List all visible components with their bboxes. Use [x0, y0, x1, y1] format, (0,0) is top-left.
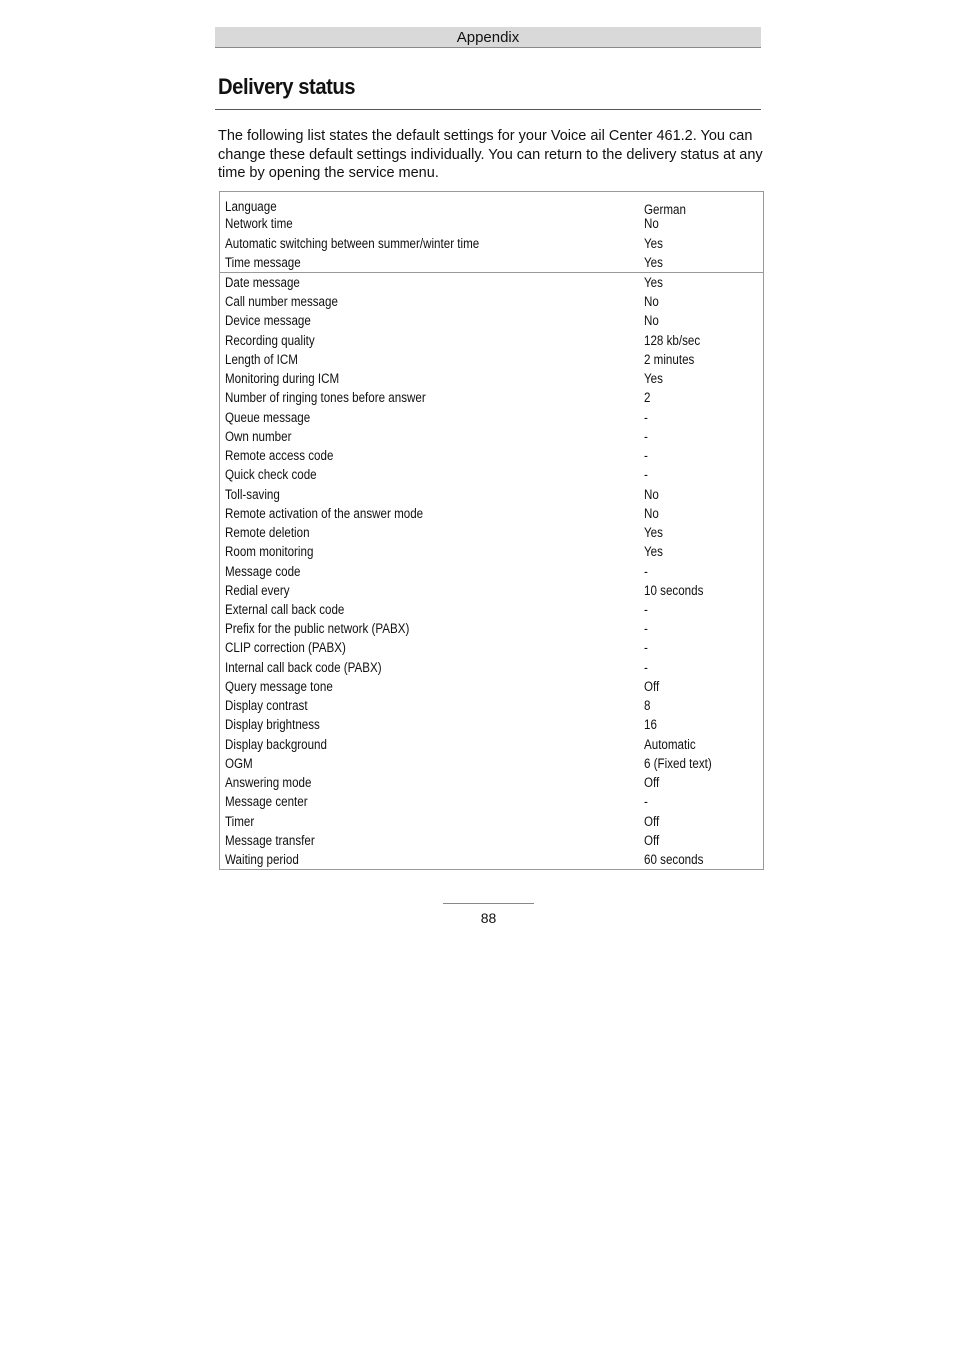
setting-label: Remote access code	[225, 448, 334, 463]
setting-value: 16	[644, 717, 657, 732]
table-row	[220, 234, 763, 253]
setting-label: Waiting period	[225, 852, 299, 867]
setting-value: Off	[644, 833, 660, 848]
setting-label: Call number message	[225, 294, 338, 309]
setting-label: Quick check code	[225, 467, 317, 482]
intro-paragraph: The following list states the default settings for your Voice ail Center 461.2. You can change these default settings individually. You can return to the delivery status at any time by opening the service menu.	[218, 128, 763, 181]
table-row	[220, 600, 763, 619]
setting-value: -	[644, 467, 648, 482]
setting-value: Yes	[644, 525, 663, 540]
setting-label: Display brightness	[225, 717, 320, 732]
table-row	[220, 773, 763, 792]
setting-label: Prefix for the public network (PABX)	[225, 621, 410, 636]
table-row	[220, 715, 763, 734]
table-row	[220, 446, 763, 465]
setting-value: -	[644, 640, 648, 655]
setting-value: -	[644, 794, 648, 809]
table-row	[220, 485, 763, 504]
setting-value: -	[644, 448, 648, 463]
table-row	[220, 523, 763, 542]
setting-label: Room monitoring	[225, 544, 314, 559]
setting-value: German	[644, 202, 686, 217]
table-row	[220, 311, 763, 330]
setting-value: Yes	[644, 371, 663, 386]
table-row	[220, 408, 763, 427]
setting-value: -	[644, 602, 648, 617]
setting-label: Automatic switching between summer/winter time	[225, 236, 480, 251]
setting-value: Off	[644, 679, 660, 694]
title-divider	[215, 109, 761, 110]
running-header-text: Appendix	[456, 29, 520, 46]
setting-label: Internal call back code (PABX)	[225, 660, 382, 675]
setting-value: -	[644, 429, 648, 444]
setting-value: 10 seconds	[644, 583, 704, 598]
setting-value: No	[644, 487, 659, 502]
table-row	[220, 677, 763, 696]
setting-value: Off	[644, 775, 660, 790]
setting-value: Off	[644, 814, 660, 829]
setting-label: Remote deletion	[225, 525, 310, 540]
setting-value: -	[644, 564, 648, 579]
setting-label: Own number	[225, 429, 292, 444]
table-row	[220, 562, 763, 581]
setting-value: 60 seconds	[644, 852, 704, 867]
setting-label: Network time	[225, 216, 293, 231]
setting-value: No	[644, 313, 659, 328]
setting-label: Remote activation of the answer mode	[225, 506, 424, 521]
setting-value: 128 kb/sec	[644, 333, 701, 348]
table-row	[220, 427, 763, 446]
setting-value: Yes	[644, 544, 663, 559]
table-row	[220, 735, 763, 754]
setting-value: No	[644, 294, 659, 309]
setting-value: -	[644, 660, 648, 675]
table-row	[220, 292, 763, 311]
table-row	[220, 465, 763, 484]
setting-label: Queue message	[225, 410, 311, 425]
setting-label: Number of ringing tones before answer	[225, 390, 426, 405]
setting-value: 2 minutes	[644, 352, 695, 367]
table-row	[220, 369, 763, 388]
setting-label: Device message	[225, 313, 311, 328]
footer-divider	[443, 903, 534, 904]
setting-value: 6 (Fixed text)	[644, 756, 712, 771]
page-number: 88	[480, 910, 497, 926]
table-row	[220, 214, 763, 233]
table-row	[220, 638, 763, 657]
page-title: Delivery status	[218, 74, 356, 99]
table-row	[220, 658, 763, 677]
table-row	[220, 619, 763, 638]
setting-value: Yes	[644, 236, 663, 251]
running-header	[215, 27, 761, 48]
table-row	[220, 350, 763, 369]
table-row	[220, 504, 763, 523]
setting-value: -	[644, 410, 648, 425]
setting-value: 2	[644, 390, 651, 405]
setting-label: Redial every	[225, 583, 290, 598]
setting-label: OGM	[225, 756, 253, 771]
setting-label: External call back code	[225, 602, 345, 617]
setting-label: Message code	[225, 564, 301, 579]
setting-label: Timer	[225, 814, 255, 829]
setting-label: Time message	[225, 255, 301, 270]
setting-value: No	[644, 216, 659, 231]
setting-label: Answering mode	[225, 775, 312, 790]
setting-value: Yes	[644, 255, 663, 270]
table-row	[220, 581, 763, 600]
setting-label: Language	[225, 199, 277, 214]
table-row	[220, 812, 763, 831]
setting-label: Display background	[225, 737, 327, 752]
setting-label: Message center	[225, 794, 308, 809]
setting-label: Display contrast	[225, 698, 308, 713]
table-row	[220, 388, 763, 407]
table-row	[220, 850, 763, 869]
setting-label: Date message	[225, 275, 300, 290]
table-row	[220, 273, 763, 292]
setting-value: -	[644, 621, 648, 636]
setting-value: No	[644, 506, 659, 521]
setting-label: Recording quality	[225, 333, 315, 348]
setting-label: Length of ICM	[225, 352, 298, 367]
setting-label: Toll-saving	[225, 487, 280, 502]
table-row	[220, 253, 763, 272]
setting-value: Automatic	[644, 737, 696, 752]
table-row	[220, 792, 763, 811]
table-row	[220, 696, 763, 715]
setting-value: 8	[644, 698, 651, 713]
table-row	[220, 542, 763, 561]
table-row	[220, 331, 763, 350]
table-row	[220, 831, 763, 850]
setting-value: Yes	[644, 275, 663, 290]
setting-label: CLIP correction (PABX)	[225, 640, 346, 655]
setting-label: Query message tone	[225, 679, 333, 694]
setting-label: Message transfer	[225, 833, 315, 848]
table-row	[220, 754, 763, 773]
setting-label: Monitoring during ICM	[225, 371, 340, 386]
default-settings-table	[219, 191, 764, 870]
